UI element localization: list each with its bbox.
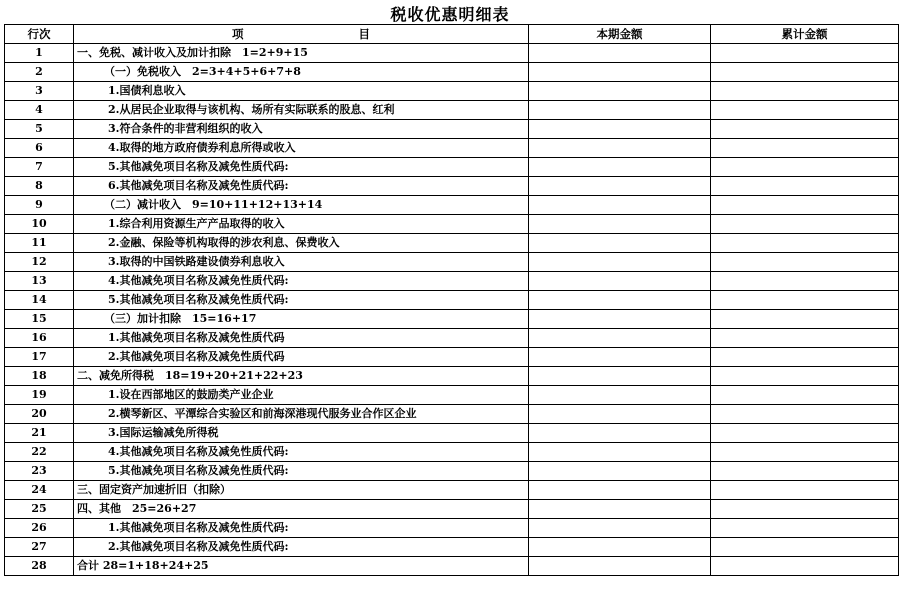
header-cumulative-amount: 累计金额	[711, 25, 899, 44]
table-row	[5, 424, 899, 443]
row-number: 14	[5, 291, 74, 310]
current-amount-cell[interactable]	[529, 139, 711, 158]
current-amount-cell[interactable]	[529, 101, 711, 120]
current-amount-cell[interactable]	[529, 82, 711, 101]
header-row-number: 行次	[5, 25, 74, 44]
current-amount-cell[interactable]	[529, 481, 711, 500]
row-number: 27	[5, 538, 74, 557]
current-amount-cell[interactable]	[529, 215, 711, 234]
row-item: （二）减计收入 9=10+11+12+13+14	[74, 196, 529, 215]
row-item: 4.其他减免项目名称及减免性质代码:	[74, 443, 529, 462]
cumulative-amount-cell[interactable]	[711, 367, 899, 386]
current-amount-cell[interactable]	[529, 272, 711, 291]
row-number: 3	[5, 82, 74, 101]
header-item: 项 目	[74, 25, 529, 44]
row-item: 4.取得的地方政府债券利息所得或收入	[74, 139, 529, 158]
current-amount-cell[interactable]	[529, 367, 711, 386]
row-item: 四、其他 25=26+27	[74, 500, 529, 519]
current-amount-cell[interactable]	[529, 462, 711, 481]
row-item: 2.金融、保险等机构取得的涉农利息、保费收入	[74, 234, 529, 253]
row-item: 2.横琴新区、平潭综合实验区和前海深港现代服务业合作区企业	[74, 405, 529, 424]
current-amount-cell[interactable]	[529, 443, 711, 462]
table-row	[5, 481, 899, 500]
table-row	[5, 82, 899, 101]
cumulative-amount-cell[interactable]	[711, 196, 899, 215]
cumulative-amount-cell[interactable]	[711, 63, 899, 82]
current-amount-cell[interactable]	[529, 291, 711, 310]
row-number: 8	[5, 177, 74, 196]
table-row	[5, 215, 899, 234]
current-amount-cell[interactable]	[529, 386, 711, 405]
row-item: 1.综合利用资源生产产品取得的收入	[74, 215, 529, 234]
cumulative-amount-cell[interactable]	[711, 44, 899, 63]
cumulative-amount-cell[interactable]	[711, 424, 899, 443]
cumulative-amount-cell[interactable]	[711, 386, 899, 405]
cumulative-amount-cell[interactable]	[711, 310, 899, 329]
row-number: 1	[5, 44, 74, 63]
row-item: 2.其他减免项目名称及减免性质代码	[74, 348, 529, 367]
row-item: 二、减免所得税 18=19+20+21+22+23	[74, 367, 529, 386]
row-item: 5.其他减免项目名称及减免性质代码:	[74, 462, 529, 481]
row-number: 18	[5, 367, 74, 386]
row-number: 23	[5, 462, 74, 481]
current-amount-cell[interactable]	[529, 348, 711, 367]
row-number: 20	[5, 405, 74, 424]
row-item: 5.其他减免项目名称及减免性质代码:	[74, 158, 529, 177]
current-amount-cell[interactable]	[529, 234, 711, 253]
row-item: 1.国债利息收入	[74, 82, 529, 101]
table-row	[5, 272, 899, 291]
cumulative-amount-cell[interactable]	[711, 253, 899, 272]
row-number: 9	[5, 196, 74, 215]
table-row	[5, 291, 899, 310]
cumulative-amount-cell[interactable]	[711, 272, 899, 291]
cumulative-amount-cell[interactable]	[711, 405, 899, 424]
row-number: 28	[5, 557, 74, 576]
current-amount-cell[interactable]	[529, 557, 711, 576]
row-item: 1.设在西部地区的鼓励类产业企业	[74, 386, 529, 405]
table-body	[5, 44, 899, 576]
table-row	[5, 253, 899, 272]
row-number: 24	[5, 481, 74, 500]
current-amount-cell[interactable]	[529, 177, 711, 196]
row-number: 6	[5, 139, 74, 158]
cumulative-amount-cell[interactable]	[711, 120, 899, 139]
row-number: 4	[5, 101, 74, 120]
table-row	[5, 101, 899, 120]
cumulative-amount-cell[interactable]	[711, 329, 899, 348]
row-number: 11	[5, 234, 74, 253]
cumulative-amount-cell[interactable]	[711, 291, 899, 310]
table-row	[5, 177, 899, 196]
cumulative-amount-cell[interactable]	[711, 538, 899, 557]
cumulative-amount-cell[interactable]	[711, 462, 899, 481]
row-number: 26	[5, 519, 74, 538]
current-amount-cell[interactable]	[529, 63, 711, 82]
current-amount-cell[interactable]	[529, 44, 711, 63]
table-row	[5, 310, 899, 329]
cumulative-amount-cell[interactable]	[711, 481, 899, 500]
current-amount-cell[interactable]	[529, 196, 711, 215]
cumulative-amount-cell[interactable]	[711, 139, 899, 158]
row-number: 15	[5, 310, 74, 329]
cumulative-amount-cell[interactable]	[711, 557, 899, 576]
table-row	[5, 234, 899, 253]
row-number: 5	[5, 120, 74, 139]
table-row	[5, 443, 899, 462]
row-number: 10	[5, 215, 74, 234]
row-number: 21	[5, 424, 74, 443]
row-item: 3.取得的中国铁路建设债券利息收入	[74, 253, 529, 272]
current-amount-cell[interactable]	[529, 424, 711, 443]
row-item: 1.其他减免项目名称及减免性质代码:	[74, 519, 529, 538]
header-current-amount: 本期金额	[529, 25, 711, 44]
row-item: 2.从居民企业取得与该机构、场所有实际联系的股息、红利	[74, 101, 529, 120]
current-amount-cell[interactable]	[529, 500, 711, 519]
table-row	[5, 538, 899, 557]
row-number: 12	[5, 253, 74, 272]
row-number: 25	[5, 500, 74, 519]
row-number: 13	[5, 272, 74, 291]
row-item: 3.国际运输减免所得税	[74, 424, 529, 443]
table-row	[5, 196, 899, 215]
cumulative-amount-cell[interactable]	[711, 500, 899, 519]
current-amount-cell[interactable]	[529, 158, 711, 177]
table-row	[5, 44, 899, 63]
current-amount-cell[interactable]	[529, 253, 711, 272]
table-row	[5, 139, 899, 158]
table-row	[5, 462, 899, 481]
row-number: 17	[5, 348, 74, 367]
row-item: 3.符合条件的非营利组织的收入	[74, 120, 529, 139]
cumulative-amount-cell[interactable]	[711, 215, 899, 234]
row-number: 22	[5, 443, 74, 462]
table-row	[5, 329, 899, 348]
cumulative-amount-cell[interactable]	[711, 158, 899, 177]
cumulative-amount-cell[interactable]	[711, 177, 899, 196]
table-row	[5, 557, 899, 576]
row-number: 19	[5, 386, 74, 405]
table-header-row	[5, 25, 899, 44]
row-item: （一）免税收入 2=3+4+5+6+7+8	[74, 63, 529, 82]
row-item: 一、免税、减计收入及加计扣除 1=2+9+15	[74, 44, 529, 63]
cumulative-amount-cell[interactable]	[711, 348, 899, 367]
row-number: 2	[5, 63, 74, 82]
row-item: 三、固定资产加速折旧（扣除）	[74, 481, 529, 500]
tax-benefit-table	[4, 24, 899, 576]
cumulative-amount-cell[interactable]	[711, 443, 899, 462]
table-row	[5, 367, 899, 386]
current-amount-cell[interactable]	[529, 538, 711, 557]
row-number: 7	[5, 158, 74, 177]
table-row	[5, 386, 899, 405]
current-amount-cell[interactable]	[529, 329, 711, 348]
row-item: 4.其他减免项目名称及减免性质代码:	[74, 272, 529, 291]
row-item: 2.其他减免项目名称及减免性质代码:	[74, 538, 529, 557]
table-row	[5, 158, 899, 177]
cumulative-amount-cell[interactable]	[711, 82, 899, 101]
table-row	[5, 519, 899, 538]
cumulative-amount-cell[interactable]	[711, 101, 899, 120]
table-row	[5, 120, 899, 139]
current-amount-cell[interactable]	[529, 310, 711, 329]
current-amount-cell[interactable]	[529, 405, 711, 424]
cumulative-amount-cell[interactable]	[711, 234, 899, 253]
row-item: 6.其他减免项目名称及减免性质代码:	[74, 177, 529, 196]
cumulative-amount-cell[interactable]	[711, 519, 899, 538]
row-item: 5.其他减免项目名称及减免性质代码:	[74, 291, 529, 310]
table-row	[5, 405, 899, 424]
table-row	[5, 500, 899, 519]
document-title: 税收优惠明细表	[390, 5, 510, 24]
row-number: 16	[5, 329, 74, 348]
row-item: 1.其他减免项目名称及减免性质代码	[74, 329, 529, 348]
table-row	[5, 63, 899, 82]
current-amount-cell[interactable]	[529, 120, 711, 139]
current-amount-cell[interactable]	[529, 519, 711, 538]
row-item: 合计 28=1+18+24+25	[74, 557, 529, 576]
row-item: （三）加计扣除 15=16+17	[74, 310, 529, 329]
table-row	[5, 348, 899, 367]
